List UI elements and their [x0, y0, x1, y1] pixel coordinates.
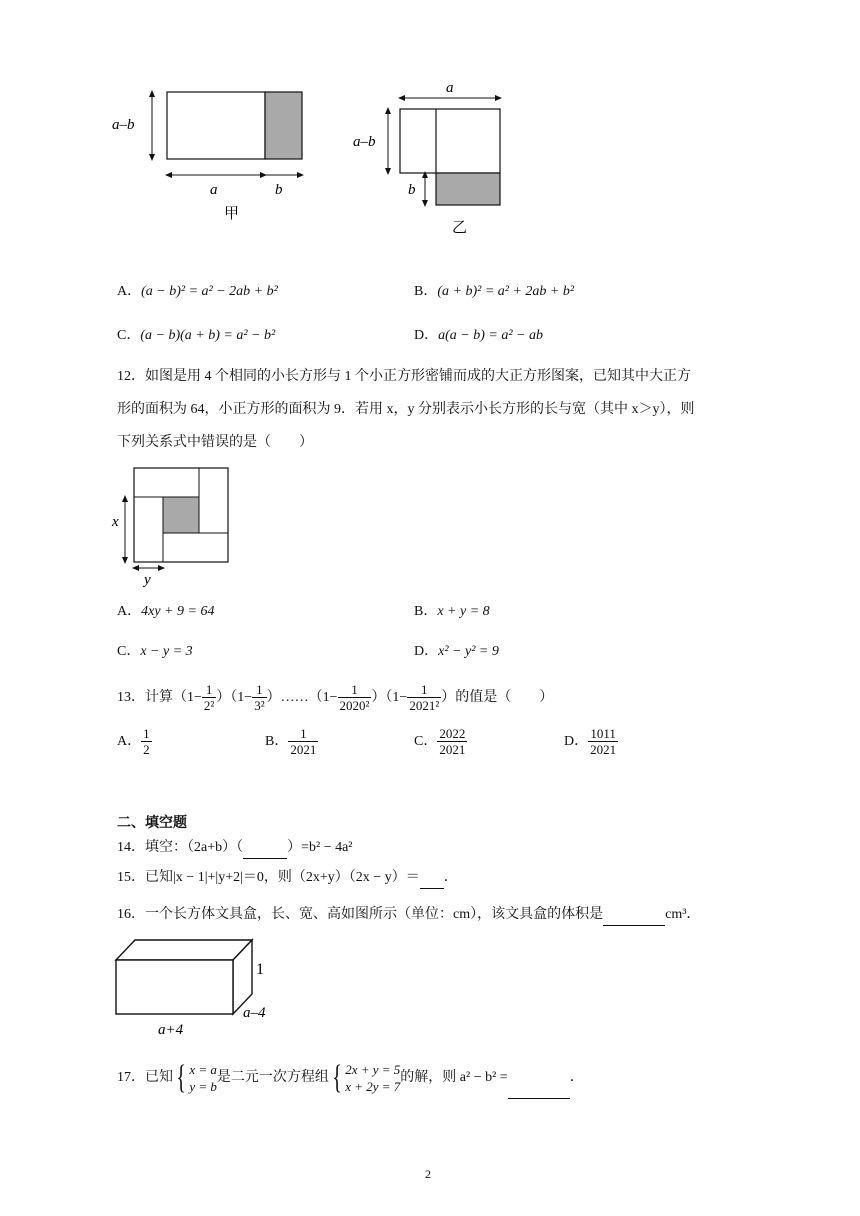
q12-option-c-expr: x − y = 3 [140, 644, 193, 659]
q13-option-d-fraction: $\frac{1011}{2021}$ [590, 726, 617, 758]
q14-prefix: 14．填空：（2a+b）（ [117, 840, 244, 855]
q13-stem [117, 680, 553, 716]
q13-option-b-label: B． [265, 734, 289, 749]
q13-option-b-fraction: $\frac{1}{2021}$ [290, 726, 317, 758]
q17-answer-blank[interactable] [508, 1058, 570, 1099]
q13-option-a-label: A． [117, 734, 142, 749]
fig11-right-label-b: b [408, 182, 416, 198]
q17-prefix: 17．已知 [117, 1070, 173, 1085]
q11-option-b-expr: (a + b)² = a² + 2ab + b² [437, 284, 575, 299]
q11-option-a-label: A． [117, 284, 142, 299]
q12-option-c [117, 642, 193, 662]
q12-option-b-expr: x + y = 8 [437, 604, 490, 619]
q13-suffix: ）的值是（ ） [441, 690, 554, 705]
q14-answer-blank[interactable] [243, 838, 287, 859]
q11-option-a [117, 282, 278, 302]
fig11-left-caption: 甲 [224, 206, 240, 222]
q11-option-d-label: D． [414, 328, 439, 343]
figure-12-diagram [108, 462, 238, 588]
q17-brace-1: { [176, 1058, 187, 1096]
fig11-left-label-a-minus-b: a–b [112, 117, 135, 133]
q17-brace-2: { [332, 1058, 342, 1096]
q11-option-c-label: C． [117, 328, 141, 343]
q12-option-a-label: A． [117, 604, 142, 619]
fig11-right-caption: 乙 [452, 220, 468, 236]
q11-option-a-expr: (a − b)² = a² − 2ab + b² [141, 284, 278, 299]
fig11-left-label-a: a [210, 182, 218, 198]
q17-system-2: 2x + y = 5 x + 2y = 7 [345, 1061, 401, 1094]
q15 [117, 868, 458, 889]
fig12-center-square [163, 497, 199, 533]
q12-option-a [117, 602, 214, 622]
q13-option-d-label: D． [564, 734, 589, 749]
q11-option-d-expr: a(a − b) = a² − ab [438, 328, 543, 343]
q13-fraction-3: $\frac{1}{\text{2020²}}$ [339, 682, 370, 714]
q11-option-c [117, 326, 275, 346]
q17 [117, 1058, 584, 1099]
q12-option-d-expr: x² − y² = 9 [438, 644, 499, 659]
q11-option-b-label: B． [414, 284, 438, 299]
fig11-left-label-b: b [275, 182, 283, 198]
q14-suffix: ）=b² − 4a² [287, 840, 353, 855]
q14 [117, 838, 353, 859]
q13-option-b [265, 724, 318, 760]
q15-suffix: ． [443, 870, 458, 885]
q13-fraction-4: $\frac{1}{\text{2021²}}$ [409, 682, 440, 714]
q13-option-a [117, 724, 152, 760]
q12-stem-line-2: 形的面积为 64，小正方形的面积为 9．若用 x，y 分别表示小长方形的长与宽（其中 x＞y），则 [117, 402, 695, 417]
fig11-right-label-a: a [446, 80, 454, 96]
page-number: 2 [425, 1167, 431, 1181]
q16-suffix: cm³． [665, 907, 701, 922]
fig16-label-height: 1 [256, 961, 264, 978]
q12-stem-line-3: 下列关系式中错误的是（ ） [117, 435, 313, 450]
q13-mid-3: ）（1− [371, 690, 408, 705]
q12-option-d-label: D． [414, 644, 439, 659]
q12-option-c-label: C． [117, 644, 141, 659]
fig16-label-depth: a–4 [243, 1005, 266, 1021]
q11-option-d [414, 326, 543, 346]
q13-fraction-2: $\frac{1}{\text{3²}}$ [254, 682, 265, 714]
q17-end: ． [569, 1070, 584, 1085]
fig11-right-rect-shaded [436, 173, 500, 205]
q13-option-a-fraction: $\frac{1}{2}$ [143, 726, 150, 758]
q17-system-1: x = a y = b [189, 1061, 217, 1094]
fig11-right-label-a-minus-b: a–b [353, 134, 376, 150]
section-2-heading: 二、填空题 [117, 815, 187, 831]
fig11-left-rect-shaded [265, 92, 302, 159]
q16 [117, 905, 700, 926]
q13-option-d [564, 724, 618, 760]
q11-option-b [414, 282, 574, 302]
q17-mid: 是二元一次方程组 [216, 1070, 329, 1085]
q12-option-d [414, 642, 499, 662]
figure-11-diagram [110, 78, 530, 240]
q16-answer-blank[interactable] [603, 905, 665, 926]
fig16-label-length: a+4 [158, 1022, 184, 1038]
q12-option-b-label: B． [414, 604, 438, 619]
q12-option-a-expr: 4xy + 9 = 64 [141, 604, 215, 619]
fig11-right-rect-outer [400, 109, 500, 173]
q15-answer-blank[interactable] [420, 868, 444, 889]
q15-prefix: 15．已知|x − 1|+|y+2|＝0，则（2x+y）（2x − y）＝ [117, 870, 420, 885]
fig16-box-front [116, 960, 233, 1014]
q16-prefix: 16．一个长方体文具盒，长、宽、高如图所示（单位：cm），该文具盒的体积是 [117, 907, 604, 922]
q12-option-b [414, 602, 490, 622]
q12-stem-line-1: 12．如图是用 4 个相同的小长方形与 1 个小正方形密铺而成的大正方形图案，已知其中大正方 [117, 369, 691, 384]
figure-16-box-diagram [110, 936, 290, 1040]
q17-suffix: 的解，则 a² − b² = [400, 1070, 508, 1085]
q13-mid-1: ）（1− [216, 690, 253, 705]
fig12-label-x: x [112, 514, 119, 530]
q13-mid-2: ）……（1− [266, 690, 338, 705]
q13-option-c [414, 724, 467, 760]
q13-prefix: 13．计算（1− [117, 690, 202, 705]
q13-option-c-label: C． [414, 734, 438, 749]
fig11-left-rect-white [167, 92, 265, 159]
q13-option-c-fraction: $\frac{2022}{2021}$ [439, 726, 466, 758]
q11-option-c-expr: (a − b)(a + b) = a² − b² [140, 328, 276, 343]
fig12-label-y: y [144, 572, 151, 588]
q13-fraction-1: $\frac{1}{\text{2²}}$ [203, 682, 215, 714]
